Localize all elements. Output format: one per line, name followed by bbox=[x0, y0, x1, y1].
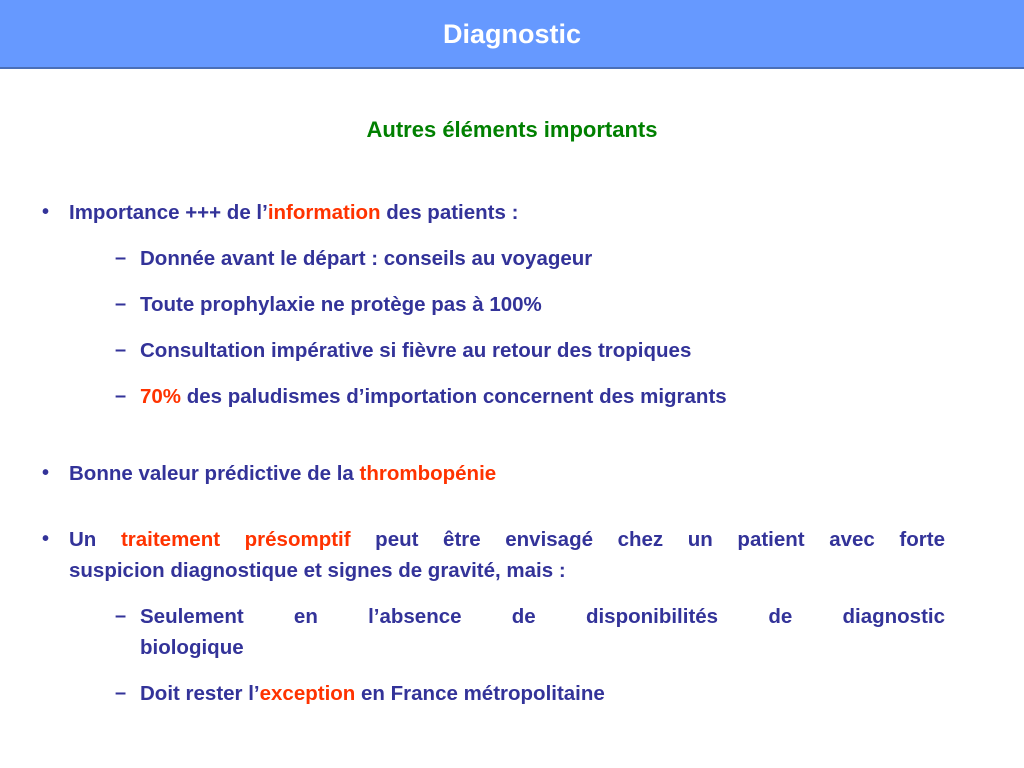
dash-marker: – bbox=[115, 247, 127, 269]
text-run: en France métropolitaine bbox=[355, 682, 605, 705]
title-bar bbox=[0, 0, 1024, 69]
text-run: Toute prophylaxie ne protège pas à 100% bbox=[140, 293, 542, 316]
bullet-marker: • bbox=[42, 528, 50, 550]
bullet-1-sub-3 bbox=[140, 335, 691, 366]
bullet-1-sub-2 bbox=[140, 289, 542, 320]
text-run: Donnée avant le départ : conseils au voyageur bbox=[140, 247, 593, 270]
highlight-run: 70% bbox=[140, 385, 182, 408]
dash-marker: – bbox=[115, 385, 127, 407]
text-run: suspicion diagnostique et signes de gravité, mais : bbox=[69, 559, 566, 582]
text-run: Un bbox=[69, 528, 121, 551]
bullet-3-sub-1-line-2 bbox=[140, 632, 244, 663]
slide-subtitle: Autres éléments importants bbox=[366, 117, 658, 142]
bullet-marker: • bbox=[42, 462, 50, 484]
text-run: Importance +++ de l’ bbox=[69, 201, 268, 224]
bullet-3-sub-1-line-1 bbox=[140, 601, 945, 632]
bullet-1-text bbox=[69, 197, 518, 228]
highlight-run: thrombopénie bbox=[359, 462, 497, 485]
bullet-3-line-1 bbox=[69, 524, 945, 555]
text-run: Consultation impérative si fièvre au retour des tropiques bbox=[140, 339, 692, 362]
bullet-2-text bbox=[69, 458, 496, 489]
dash-marker: – bbox=[115, 339, 127, 361]
text-run: Bonne valeur prédictive de la bbox=[69, 462, 360, 485]
text-run: peut être envisagé chez un patient avec forte bbox=[350, 528, 945, 551]
bullet-3-sub-2 bbox=[140, 678, 605, 709]
dash-marker: – bbox=[115, 605, 127, 627]
dash-marker: – bbox=[115, 682, 127, 704]
text-run: des paludismes d’importation concernent des migrants bbox=[181, 385, 727, 408]
bullet-marker: • bbox=[42, 201, 50, 223]
dash-marker: – bbox=[115, 293, 127, 315]
bullet-1-sub-4 bbox=[140, 381, 727, 412]
text-run: Seulement en l’absence de disponibilités de diagnostic bbox=[140, 605, 945, 628]
text-run: Doit rester l’ bbox=[140, 682, 260, 705]
highlight-run: exception bbox=[259, 682, 356, 705]
bullet-1-sub-1 bbox=[140, 243, 592, 274]
slide-title: Diagnostic bbox=[442, 19, 582, 49]
text-run: des patients : bbox=[380, 201, 519, 224]
bullet-3-line-2 bbox=[69, 555, 566, 586]
highlight-run: traitement présomptif bbox=[120, 528, 351, 551]
highlight-run: information bbox=[267, 201, 381, 224]
text-run: biologique bbox=[140, 636, 244, 659]
